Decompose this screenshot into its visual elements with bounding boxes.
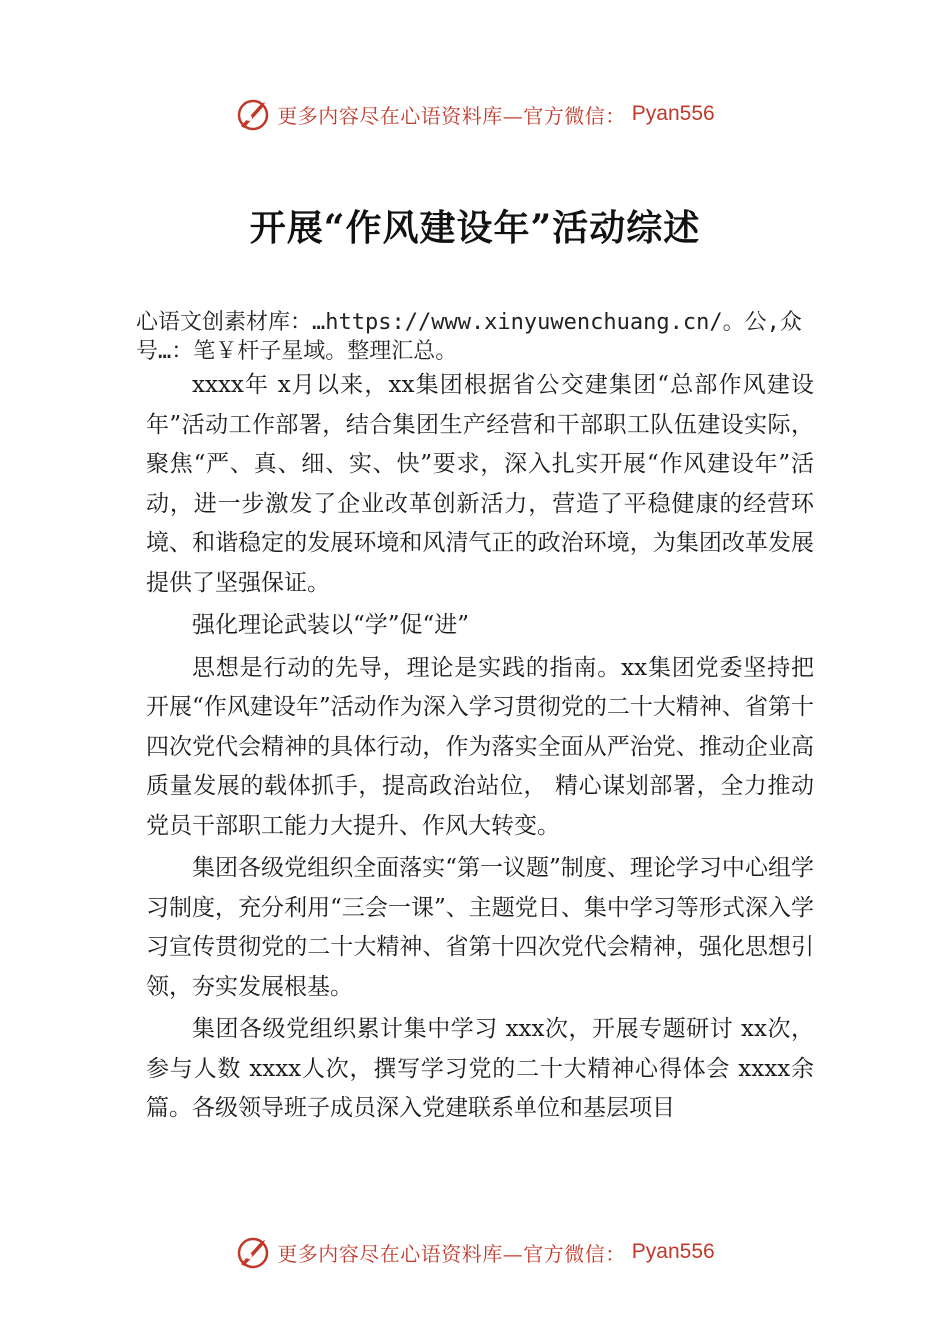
paragraph-study-stats: 集团各级党组织累计集中学习 xxx次，开展专题研讨 xx次，参与人数 xxxx人次，撰写学习党的二十大精神心得体会 xxxx余篇。各级领导班子成员深入党建联系单位和基层项目	[146, 1016, 814, 1121]
paragraph-study-system: 集团各级党组织全面落实“第一议题”制度、理论学习中心组学习制度，充分利用“三会一课”、主题党日、集中学习等形式深入学习宣传贯彻党的二十大精神、省第十四次党代会精神，强化思想引领，夯实发展根基。	[146, 855, 814, 1000]
source-note: 心语文创素材库：…https://www.xinyuwenchuang.cn/。公,众号…：笔￥杆子星域。整理汇总。	[136, 310, 802, 364]
section-heading: 强化理论武装以“学”促“进”	[192, 612, 470, 638]
footer-banner-text: 更多内容尽在心语资料库—官方微信：	[277, 1241, 626, 1266]
footer-banner-wechat-id: Pyan556	[631, 1240, 715, 1263]
brush-logo-icon	[235, 96, 271, 132]
header-banner-text: 更多内容尽在心语资料库—官方微信：	[277, 103, 626, 128]
document-body	[146, 366, 814, 1129]
document-title: 开展“作风建设年”活动综述	[249, 207, 701, 249]
footer-banner	[0, 1232, 950, 1272]
paragraph-thought: 思想是行动的先导，理论是实践的指南。xx集团党委坚持把开展“作风建设年”活动作为深入学习贯彻党的二十大精神、省第十四次党代会精神的具体行动，作为落实全面从严治党、推动企业高质量发展的载体抓手，提高政治站位， 精心谋划部署，全力推动党员干部职工能力大提升、作风大转变。	[146, 654, 814, 839]
header-banner	[0, 94, 950, 134]
header-banner-wechat-id: Pyan556	[631, 102, 715, 125]
header-banner-content	[235, 96, 714, 132]
paragraph-intro: xxxx年 x月以来，xx集团根据省公交建集团“总部作风建设年”活动工作部署，结合集团生产经营和干部职工队伍建设实际，聚焦“严、真、细、实、快”要求，深入扎实开展“作风建设年”活动，进一步激发了企业改革创新活力，营造了平稳健康的经营环境、和谐稳定的发展环境和风清气正的政治环境，为集团改革发展提供了坚强保证。	[146, 372, 814, 596]
footer-banner-content	[235, 1234, 714, 1270]
brush-logo-icon	[235, 1234, 271, 1270]
